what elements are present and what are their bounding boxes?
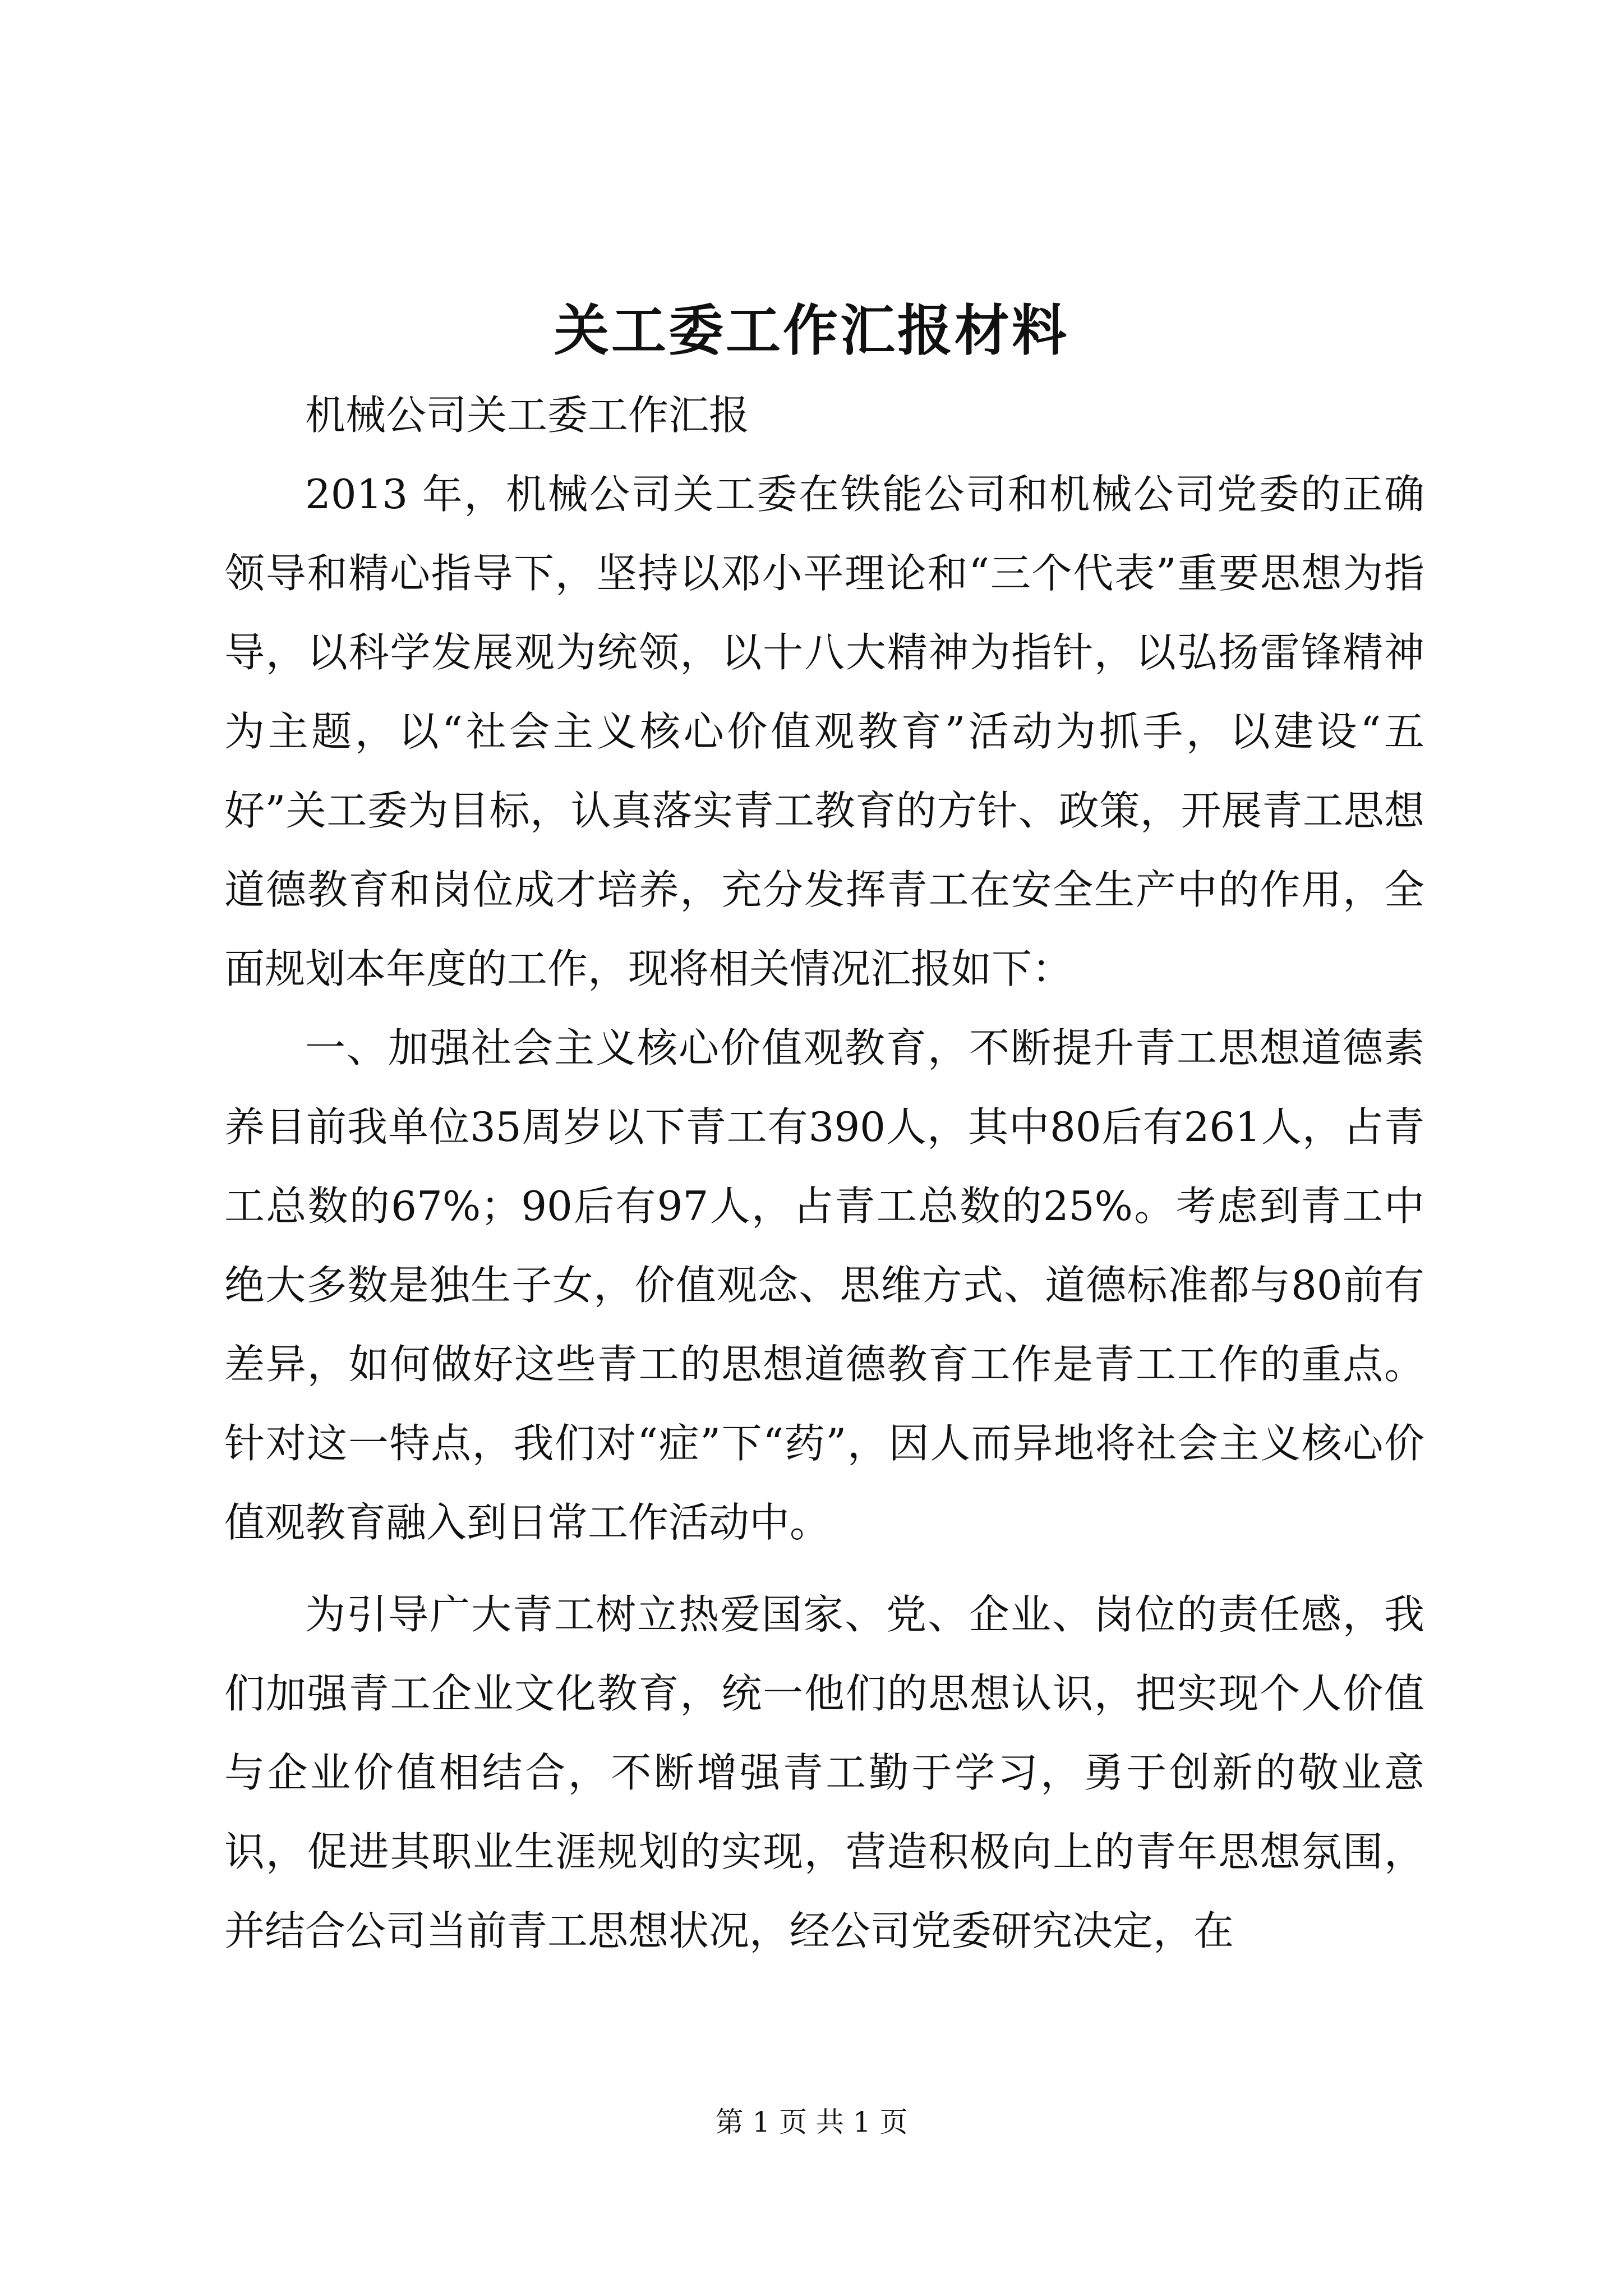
paragraph-culture-education: 为引导广大青工树立热爱国家、党、企业、岗位的责任感，我们加强青工企业文化教育，统一他们的思想认识，把实现个人价值与企业价值相结合，不断增强青工勤于学习，勇于创新的敬业意识，促进其职业生涯规划的实现，营造积极向上的青年思想氛围，并结合公司当前青工思想状况，经公司党委研究决定，在 <box>224 1591 1424 1954</box>
paragraph-intro: 2013 年，机械公司关工委在铁能公司和机械公司党委的正确领导和精心指导下，坚持以邓小平理论和“三个代表”重要思想为指导，以科学发展观为统领，以十八大精神为指针，以弘扬雷锋精神为主题，以“社会主义核心价值观教育”活动为抓手，以建设“五好”关工委为目标，认真落实青工教育的方针、政策，开展青工思想道德教育和岗位成才培养，充分发挥青工在安全生产中的作用，全面规划本年度的工作，现将相关情况汇报如下： <box>224 471 1424 992</box>
paragraph-subtitle: 机械公司关工委工作汇报 <box>305 392 750 439</box>
paragraph-section-one: 一、加强社会主义核心价值观教育，不断提升青工思想道德素养目前我单位35周岁以下青工有390人，其中80后有261人，占青工总数的67%；90后有97人，占青工总数的25%。考虑到青工中绝大多数是独生子女，价值观念、思维方式、道德标准都与80前有差异，如何做好这些青工的思想道德教育工作是青工工作的重点。针对这一特点，我们对“症”下“药”，因人而异地将社会主义核心价值观教育融入到日常工作活动中。 <box>224 1024 1424 1546</box>
page-footer: 第 1 页 共 1 页 <box>715 2106 908 2138</box>
document-body <box>224 376 1424 1971</box>
document-title: 关工委工作汇报材料 <box>554 298 1069 363</box>
